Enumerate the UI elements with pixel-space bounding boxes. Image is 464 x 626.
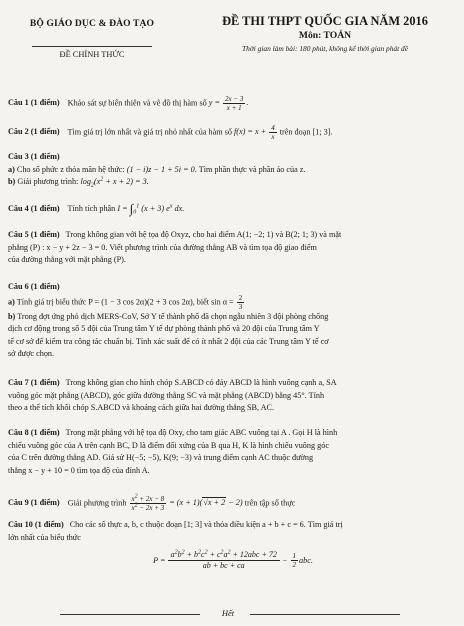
question-8-line3: của C trên đường thẳng AD. Giả sử H(−5; −5), K(9; −3) và trung điểm cạnh AC thuộc đường [8, 453, 314, 463]
exam-title: ĐỀ THI THPT QUỐC GIA NĂM 2016 [222, 14, 428, 28]
question-8-line2: chiếu vuông góc của A trên cạnh BC, D là điểm đối xứng của B qua H, K là hình chiếu vuông góc [8, 440, 329, 450]
question-9-label: Câu 9 (1 điểm) [8, 498, 60, 508]
question-8-line4: thẳng x − y + 10 = 0 tìm tọa độ của đỉnh A. [8, 465, 150, 475]
end-rule-right [250, 614, 400, 615]
question-5 [8, 229, 458, 267]
end-text: Hết [221, 608, 235, 618]
question-10-label: Câu 10 (1 điểm) [8, 520, 64, 529]
question-2-text-b: trên đoạn [1; 3]. [279, 127, 333, 137]
question-2-formula: f(x) = x + $\frac{4}{x}$ [233, 124, 275, 141]
question-5-label: Câu 5 (1 điểm) [8, 230, 60, 239]
question-1 [8, 95, 458, 112]
question-4-formula: $I = \int_0^1$ (x + 3) $e^x$ dx. [117, 201, 185, 216]
question-9-tail: trên tập số thực [244, 498, 296, 508]
question-3a-mark: a) [8, 164, 15, 174]
question-8 [8, 427, 458, 477]
question-10-line2: lớn nhất của biểu thức [8, 532, 81, 542]
question-8-line1: Trong mặt phẳng với hệ tọa độ Oxy, cho tam giác ABC vuông tại A . Gọi H là hình [65, 428, 338, 437]
question-6b-line4: sở được chọn. [8, 349, 55, 359]
question-3-label: Câu 3 (1 điểm) [8, 152, 60, 161]
question-6b [8, 311, 458, 324]
header-right [190, 14, 460, 53]
question-6a-fraction: $\frac{2}{3}$ [238, 293, 243, 311]
question-6a-text: Tính giá trị biểu thức P = (1 − 3 cos 2α)(2 + 3 cos 2α), biết sin α = [16, 296, 234, 306]
question-5-line2: phẳng (P) : x − y + 2z − 3 = 0. Viết phương trình của đường thẳng AB và tìm tọa độ giao điểm [8, 242, 317, 252]
question-7-line1: Trong không gian cho hình chóp S.ABCD có đáy ABCD là hình vuông cạnh a, SA [65, 378, 337, 387]
ministry-name: BỘ GIÁO DỤC & ĐÀO TẠO [29, 18, 155, 29]
question-1-label: Câu 1 (1 điểm) [8, 98, 60, 108]
question-3 [8, 151, 458, 189]
header-rule [32, 46, 152, 47]
question-6 [8, 281, 458, 361]
question-1-formula: y = $\frac{2x - 3}{x + 1}$ . [208, 95, 249, 112]
question-1-text: Khảo sát sự biến thiên và vẽ đồ thị hàm số [67, 98, 207, 108]
question-6a-mark: a) [8, 296, 15, 306]
question-3b-mark: b) [8, 177, 16, 187]
question-4-label: Câu 4 (1 điểm) [8, 204, 60, 214]
question-7-line2: vuông góc mặt phẳng (ABCD), góc giữa đường thẳng SC và mặt phẳng (ABCD) bằng 45°. Tính [8, 390, 325, 400]
question-7-line3: theo a thể tích khối chóp S.ABCD và khoảng cách giữa hai đường thẳng SB, AC. [8, 403, 275, 413]
end-rule-left [60, 614, 200, 615]
time-note: Thời gian làm bài: 180 phút, không kể thời gian phát đề [242, 44, 408, 53]
question-2-label: Câu 2 (1 điểm) [8, 127, 60, 137]
question-10-formula: P = $a^2b^2 + b^2c^2 + c^2a^2 + 12abc + 72$ ab + bc + ca − $\frac{1}{2}$ abc. [153, 549, 313, 571]
question-6b-line1: Trong đợt ứng phó dịch MERS-CoV, Sở Y tế thành phố đã chọn ngẫu nhiên 3 đội phòng chống [17, 311, 329, 321]
question-2-text-a: Tìm giá trị lớn nhất và giá trị nhỏ nhất của hàm số [67, 127, 232, 137]
question-8-label: Câu 8 (1 điểm) [8, 428, 60, 437]
question-10-line1: Cho các số thực a, b, c thuộc đoạn [1; 3] và thỏa điều kiện a + b + c = 6. Tìm giá trị [69, 520, 343, 529]
question-3a-formula: (1 − i)z − 1 + 5i = 0 [126, 164, 195, 174]
question-6a [8, 294, 458, 311]
question-9-formula: $\frac{x^2 + 2x - 8}{x^2 - 2x + 3}$ = (x + 1)(√x + 2 − 2) [131, 493, 243, 512]
question-2 [8, 124, 458, 141]
question-6b-line3: tế cơ sở để kiểm tra công tác chuẩn bị. Tính xác suất để có ít nhất 2 đội của các Trung tâm Y tế cơ [8, 336, 329, 346]
question-7 [8, 377, 458, 415]
question-4 [8, 203, 458, 216]
question-6b-line2: dịch cơ động trong số 5 đội của Trung tâm Y tế dự phòng thành phố và 20 đội của Trung tâm Y [8, 324, 320, 334]
question-3a-text: Cho số phức z thỏa mãn hệ thức: [16, 164, 125, 174]
question-7-label: Câu 7 (1 điểm) [8, 378, 60, 387]
question-6b-mark: b) [8, 311, 16, 321]
question-3b-text: Giải phương trình: [17, 177, 79, 187]
question-5-line1: Trong không gian với hệ tọa độ Oxyz, cho hai điểm A(1; −2; 1) và B(2; 1; 3) và mặt [65, 230, 342, 239]
question-3b-formula: $\log_2(x^2 + x + 2) = 3$. [80, 176, 149, 189]
subject-label: Môn: TOÁN [298, 30, 352, 41]
question-10 [8, 519, 458, 571]
question-3b [8, 176, 458, 189]
official-label: ĐỀ CHÍNH THỨC [59, 50, 125, 59]
header-left [8, 18, 176, 59]
question-6-label: Câu 6 (1 điểm) [8, 282, 60, 291]
question-3a [8, 164, 458, 177]
question-5-line3: của đường thẳng với mặt phẳng (P). [8, 255, 126, 265]
question-9 [8, 495, 458, 512]
question-4-text: Tính tích phân [67, 204, 116, 214]
question-9-text: Giải phương trình [67, 498, 127, 508]
question-3a-text2: . Tìm phần thực và phần ảo của z. [194, 164, 306, 174]
end-marker [60, 610, 400, 618]
